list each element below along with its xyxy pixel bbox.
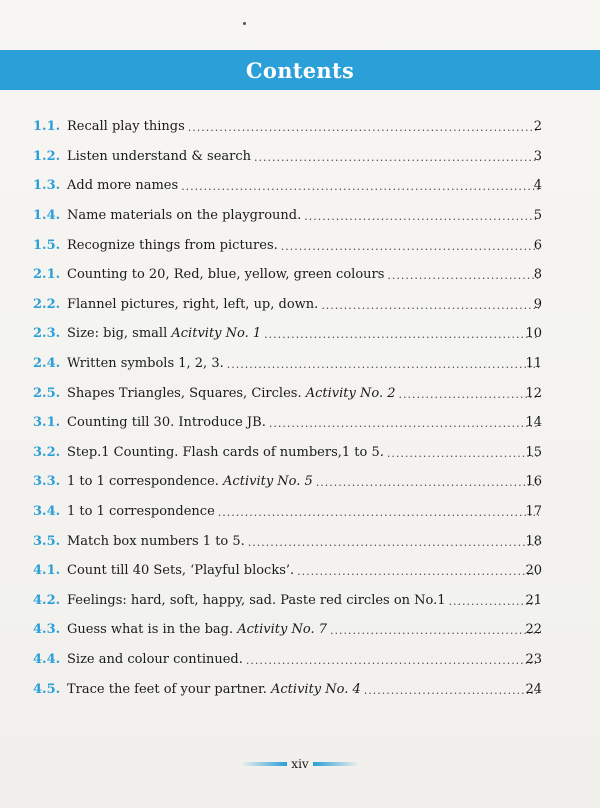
toc-leader-dots — [227, 358, 539, 371]
toc-entry-number: 2.5. — [33, 385, 61, 401]
toc-entry[interactable] — [0, 497, 600, 527]
toc-leader-dots — [264, 328, 539, 341]
toc-entry-page: 9 — [533, 296, 542, 312]
toc-entry[interactable] — [0, 171, 600, 201]
toc-entry-number: 3.1. — [33, 415, 61, 431]
toc-entry-title — [67, 326, 261, 341]
toc-entry[interactable] — [0, 408, 600, 438]
toc-entry-number: 1.4. — [33, 208, 61, 224]
toc-entry-number: 3.5. — [33, 533, 61, 549]
toc-entry[interactable] — [0, 674, 600, 704]
toc-leader-dots — [269, 417, 539, 430]
toc-entry-title — [67, 149, 251, 164]
toc-entry-title-text: Shapes Triangles, Squares, Circles. — [67, 385, 306, 401]
toc-entry-title-text: Count till 40 Sets, ‘Playful blocks’. — [67, 563, 295, 579]
toc-entry-page: 14 — [525, 415, 542, 431]
toc-entry-title — [67, 652, 243, 667]
toc-entry-title-text: Size: big, small — [67, 326, 172, 342]
toc-entry-activity: Activity No. 5 — [223, 474, 313, 490]
toc-entry-page: 10 — [525, 326, 542, 342]
toc-entry-activity: Acitvity No. 1 — [171, 326, 262, 342]
toc-entry-title-text: Add more names — [67, 178, 179, 194]
toc-entry[interactable] — [0, 349, 600, 379]
toc-entry-title-text: Counting to 20, Red, blue, yellow, green colours — [67, 267, 385, 283]
toc-entry[interactable] — [0, 615, 600, 645]
toc-entry-title-text: Step.1 Counting. Flash cards of numbers,1 to 5. — [67, 444, 384, 460]
toc-entry-page: 11 — [525, 356, 542, 372]
toc-entry-page: 2 — [533, 119, 542, 135]
toc-entry-number: 2.3. — [33, 326, 61, 342]
footer-left-accent — [241, 762, 287, 766]
toc-entry-title-text: Guess what is in the bag. — [67, 622, 238, 638]
toc-entry-number: 3.3. — [33, 474, 61, 490]
page-footer — [0, 756, 600, 772]
toc-entry-page: 18 — [525, 533, 542, 549]
toc-entry-page: 5 — [533, 208, 542, 224]
toc-entry-number: 1.1. — [33, 119, 61, 135]
toc-leader-dots — [316, 476, 539, 489]
toc-entry[interactable] — [0, 438, 600, 468]
toc-leader-dots — [330, 624, 539, 637]
toc-entry-title-text: Recall play things — [67, 119, 185, 135]
footer-right-accent — [313, 762, 359, 766]
toc-entry[interactable] — [0, 586, 600, 616]
toc-entry[interactable] — [0, 290, 600, 320]
toc-entry-activity: Activity No. 4 — [271, 681, 361, 697]
toc-entry-page: 12 — [525, 385, 542, 401]
toc-entry[interactable] — [0, 319, 600, 349]
toc-entry-number: 1.3. — [33, 178, 61, 194]
toc-entry-title — [67, 178, 178, 193]
toc-entry-page: 16 — [525, 474, 542, 490]
toc-entry[interactable] — [0, 378, 600, 408]
toc-entry-number: 4.3. — [33, 622, 61, 638]
toc-entry-activity: Activity No. 7 — [237, 622, 328, 638]
toc-entry[interactable] — [0, 526, 600, 556]
page-number: xiv — [291, 757, 309, 771]
toc-entry-number: 1.5. — [33, 237, 61, 253]
toc-entry-title-text: 1 to 1 correspondence — [67, 504, 215, 520]
toc-entry-activity: Activity No. 2 — [305, 385, 396, 401]
toc-entry-page: 21 — [525, 592, 542, 608]
toc-entry-number: 2.2. — [33, 296, 61, 312]
toc-entry-title — [67, 474, 313, 489]
toc-entry-page: 24 — [525, 681, 542, 697]
toc-entry-title — [67, 504, 215, 519]
toc-entry-page: 20 — [525, 563, 542, 579]
toc-entry-title-text: Recognize things from pictures. — [67, 237, 278, 253]
toc-entry-title — [67, 563, 294, 578]
toc-entry[interactable] — [0, 201, 600, 231]
toc-entry-number: 4.5. — [33, 681, 61, 697]
toc-entry-page: 15 — [525, 444, 542, 460]
toc-entry-title-text: Feelings: hard, soft, happy, sad. Paste red circles on No.1 — [67, 592, 446, 608]
toc-entry-number: 2.4. — [33, 356, 61, 372]
toc-entry-title — [67, 534, 245, 549]
print-speck — [243, 22, 246, 25]
toc-entry[interactable] — [0, 112, 600, 142]
toc-entry[interactable] — [0, 645, 600, 675]
toc-entry-title-text: Match box numbers 1 to 5. — [67, 533, 245, 549]
toc-entry[interactable] — [0, 260, 600, 290]
toc-entry-number: 4.2. — [33, 592, 61, 608]
toc-entry-page: 4 — [533, 178, 542, 194]
toc-entry-title — [67, 119, 185, 134]
toc-leader-dots — [321, 299, 539, 312]
toc-leader-dots — [181, 180, 539, 193]
toc-leader-dots — [218, 506, 539, 519]
toc-leader-dots — [387, 447, 539, 460]
toc-entry-title-text: 1 to 1 correspondence. — [67, 474, 224, 490]
toc-entry-number: 4.4. — [33, 651, 61, 667]
toc-entry-title — [67, 445, 384, 460]
toc-entry-page: 23 — [525, 651, 542, 667]
toc-entry-title-text: Flannel pictures, right, left, up, down. — [67, 296, 319, 312]
toc-entry-title — [67, 356, 224, 371]
toc-entry-page: 6 — [533, 237, 542, 253]
toc-entry-number: 4.1. — [33, 563, 61, 579]
toc-leader-dots — [188, 121, 539, 134]
toc-entry-title — [67, 297, 318, 312]
toc-entry-title — [67, 415, 266, 430]
toc-entry-title — [67, 208, 301, 223]
toc-leader-dots — [387, 269, 539, 282]
toc-entry-page: 17 — [525, 504, 542, 520]
page-title: Contents — [245, 57, 355, 83]
toc-entry-title — [67, 386, 395, 401]
toc-entry[interactable] — [0, 230, 600, 260]
toc-entry-title-text: Size and colour continued. — [67, 651, 243, 667]
toc-leader-dots — [297, 565, 539, 578]
toc-leader-dots — [281, 240, 539, 253]
toc-entry-title-text: Name materials on the playground. — [67, 208, 302, 224]
toc-leader-dots — [248, 536, 539, 549]
toc-entry-title — [67, 593, 446, 608]
toc-entry-page: 3 — [533, 148, 542, 164]
toc-entry[interactable] — [0, 556, 600, 586]
table-of-contents — [0, 112, 600, 704]
toc-entry-title-text: Trace the feet of your partner. — [67, 681, 272, 697]
toc-entry-page: 22 — [525, 622, 542, 638]
toc-leader-dots — [246, 654, 539, 667]
toc-entry-number: 3.4. — [33, 504, 61, 520]
toc-entry-title — [67, 622, 327, 637]
toc-entry-title — [67, 267, 384, 282]
toc-entry-title-text: Counting till 30. Introduce JB. — [67, 415, 266, 431]
toc-entry[interactable] — [0, 467, 600, 497]
toc-entry-title-text: Listen understand & search — [67, 148, 252, 164]
toc-entry-title — [67, 238, 278, 253]
toc-leader-dots — [364, 684, 539, 697]
toc-leader-dots — [304, 210, 539, 223]
toc-entry-number: 2.1. — [33, 267, 61, 283]
toc-entry[interactable] — [0, 142, 600, 172]
toc-leader-dots — [254, 151, 539, 164]
toc-entry-page: 8 — [533, 267, 542, 283]
toc-entry-title-text: Written symbols 1, 2, 3. — [67, 356, 224, 372]
contents-header-bar — [0, 50, 600, 90]
toc-entry-title — [67, 682, 361, 697]
toc-entry-number: 3.2. — [33, 444, 61, 460]
toc-entry-number: 1.2. — [33, 148, 61, 164]
toc-leader-dots — [398, 388, 539, 401]
